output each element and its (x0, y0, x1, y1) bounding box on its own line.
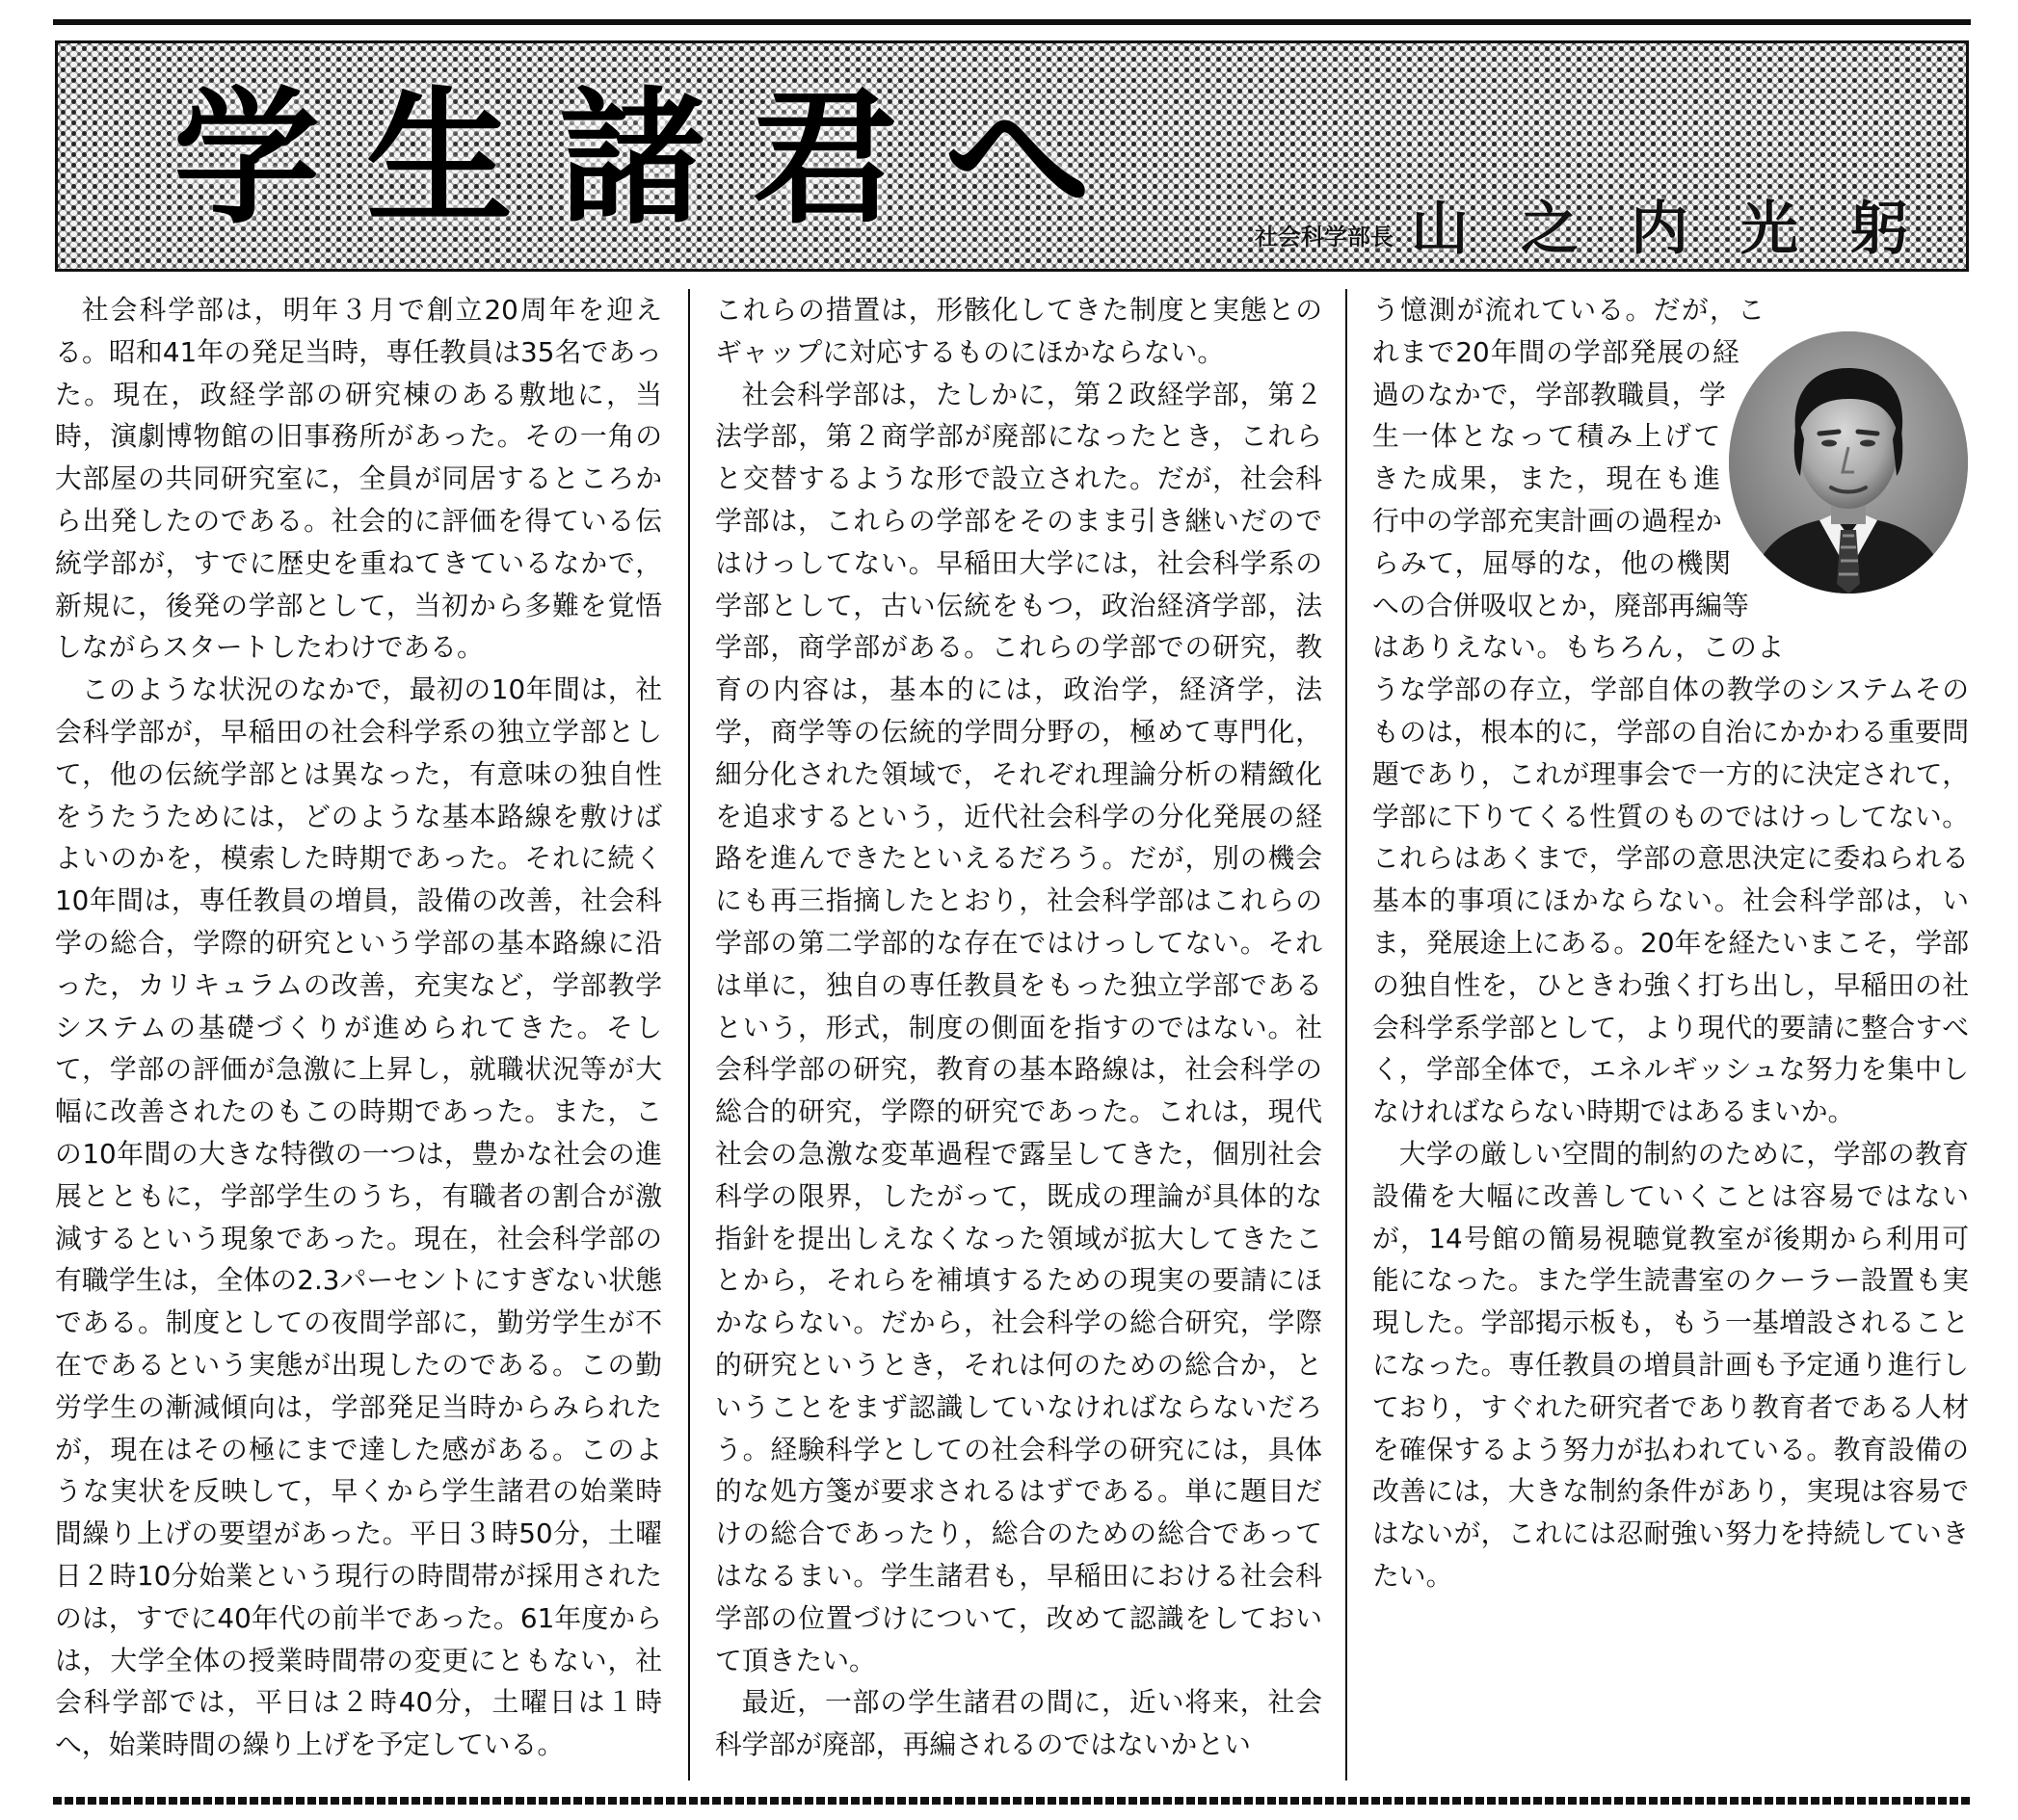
author-role: 社会科学部長 (1255, 224, 1394, 251)
author-portrait-photo (1729, 331, 1968, 593)
bottom-rule (53, 1797, 1971, 1805)
author-byline (1255, 196, 1960, 263)
article-column-3 (1372, 289, 1969, 1780)
title-banner (55, 40, 1969, 272)
paragraph: 大学の厳しい空間的制約のために，学部の教育設備を大幅に改善していくことは容易ではないが，14号館の簡易視聴覚教室が後期から利用可能になった。また学生読書室のクーラー設置も実現した。学部掲示板も，もう一基増設されることになった。専任教員の増員計画も予定通り進行しており，すぐれた研究者であり教育者である人材を確保するよう努力が払われている。教育設備の改善には，大きな制約条件があり，実現は容易ではないが，これには忍耐強い努力を持続していきたい。 (1372, 1137, 1969, 1592)
column-divider (688, 289, 690, 1780)
paragraph: このような状況のなかで，最初の10年間は，社会科学部が，早稲田の社会科学系の独立学部として，他の伝統学部とは異なった，有意味の独自性をうたうためには，どのような基本路線を敷けばよいのかを，模索した時期であった。それに続く10年間は，専任教員の増員，設備の改善，社会科学の総合，学際的研究という学部の基本路線に沿った，カリキュラムの改善，充実など，学部教学システムの基礎づくりが進められてきた。そして，学部の評価が急激に上昇し，就職状況等が大幅に改善されたのもこの時期であった。また，この10年間の大きな特徴の一つは，豊かな社会の進展とともに，学部学生のうち，有職者の割合が激減するという現象であった。現在，社会科学部の有職学生は，全体の2.3パーセントにすぎない状態である。制度としての夜間学部に，勤労学生が不在であるという実態が出現したのである。この勤労学生の漸減傾向は，学部発足当時からみられたが，現在はその極にまで達した感がある。このような実状を反映して，早くから学生諸君の始業時間繰り上げの要望があった。平日３時50分，土曜日２時10分始業という現行の時間帯が採用されたのは，すでに40年代の前半であった。61年度からは，大学全体の授業時間帯の変更にともない，社会科学部では，平日は２時40分，土曜日は１時へ，始業時間の繰り上げを予定している。 (55, 673, 662, 1761)
paragraph: これらの措置は，形骸化してきた制度と実態とのギャップに対応するものにほかならない。 (715, 294, 1322, 368)
paragraph: う憶測が流れている。だが，これまで20年間の学部発展の経過のなかで，学部教職員，学生一体となって積み上げてきた成果，また，現在も進行中の学部充実計画の過程からみて，屈辱的な，他の機関への合併吸収とか，廃部再編等はありえない。もちろん，このような学部の存立，学部自体の教学のシステムそのものは，根本的に，学部の自治にかかわる重要問題であり，これが理事会で一方的に決定されて，学部に下りてくる性質のものではけっしてない。これらはあくまで，学部の意思決定に委ねられる基本的事項にほかならない。社会科学部は，いま，発展途上にある。20年を経たいまこそ，学部の独自性を，ひときわ強く打ち出し，早稲田の社会科学系学部として，より現代的要請に整合すべく，学部全体で，エネルギッシュな努力を集中しなければならない時期ではあるまいか。 (1372, 294, 1969, 1128)
article-column-1 (55, 289, 662, 1780)
paragraph: 社会科学部は，たしかに，第２政経学部，第２法学部，第２商学部が廃部になったとき，これらと交替するような形で設立された。だが，社会科学部は，これらの学部をそのまま引き継いだのではけっしてない。早稲田大学には，社会科学系の学部として，古い伝統をもつ，政治経済学部，法学部，商学部がある。これらの学部での研究，教育の内容は，基本的には，政治学，経済学，法学，商学等の伝統的学問分野の，極めて専門化，細分化された領域で，それぞれ理論分析の精緻化を追求するという，近代社会科学の分化発展の経路を進んできたといえるだろう。だが，別の機会にも再三指摘したとおり，社会科学部はこれらの学部の第二学部的な存在ではけっしてない。それは単に，独自の専任教員をもった独立学部であるという，形式，制度の側面を指すのではない。社会科学部の研究，教育の基本路線は，社会科学の総合的研究，学際的研究であった。これは，現代社会の急激な変革過程で露呈してきた，個別社会科学の限界，したがって，既成の理論が具体的な指針を提出しえなくなった領域が拡大してきたことから，それらを補填するための現実の要請にほかならない。だから，社会科学の総合研究，学際的研究というとき，それは何のための総合か，ということをまず認識していなければならないだろう。経験科学としての社会科学の研究には，具体的な処方箋が要求されるはずである。単に題目だけの総合であったり，総合のための総合であってはなるまい。学生諸君も，早稲田における社会科学部の位置づけについて，改めて認識をしておいて頂きたい。 (715, 378, 1322, 1676)
portrait-photo-frame (1728, 303, 1969, 649)
article-column-2 (715, 289, 1322, 1780)
article-title: 学生諸君へ (173, 71, 1137, 244)
author-name: 山之内光躬 (1411, 196, 1960, 263)
column-divider (1345, 289, 1347, 1780)
top-rule (53, 19, 1971, 25)
paragraph: 最近，一部の学生諸君の間に，近い将来，社会科学部が廃部，再編されるのではないかとい (715, 1686, 1322, 1761)
paragraph: 社会科学部は，明年３月で創立20周年を迎える。昭和41年の発足当時，専任教員は35名であった。現在，政経学部の研究棟のある敷地に，当時，演劇博物館の旧事務所があった。その一角の大部屋の共同研究室に，全員が同居するところから出発したのである。社会的に評価を得ている伝統学部が，すでに歴史を重ねてきているなかで，新規に，後発の学部として，当初から多難を覚悟しながらスタートしたわけである。 (55, 294, 662, 664)
